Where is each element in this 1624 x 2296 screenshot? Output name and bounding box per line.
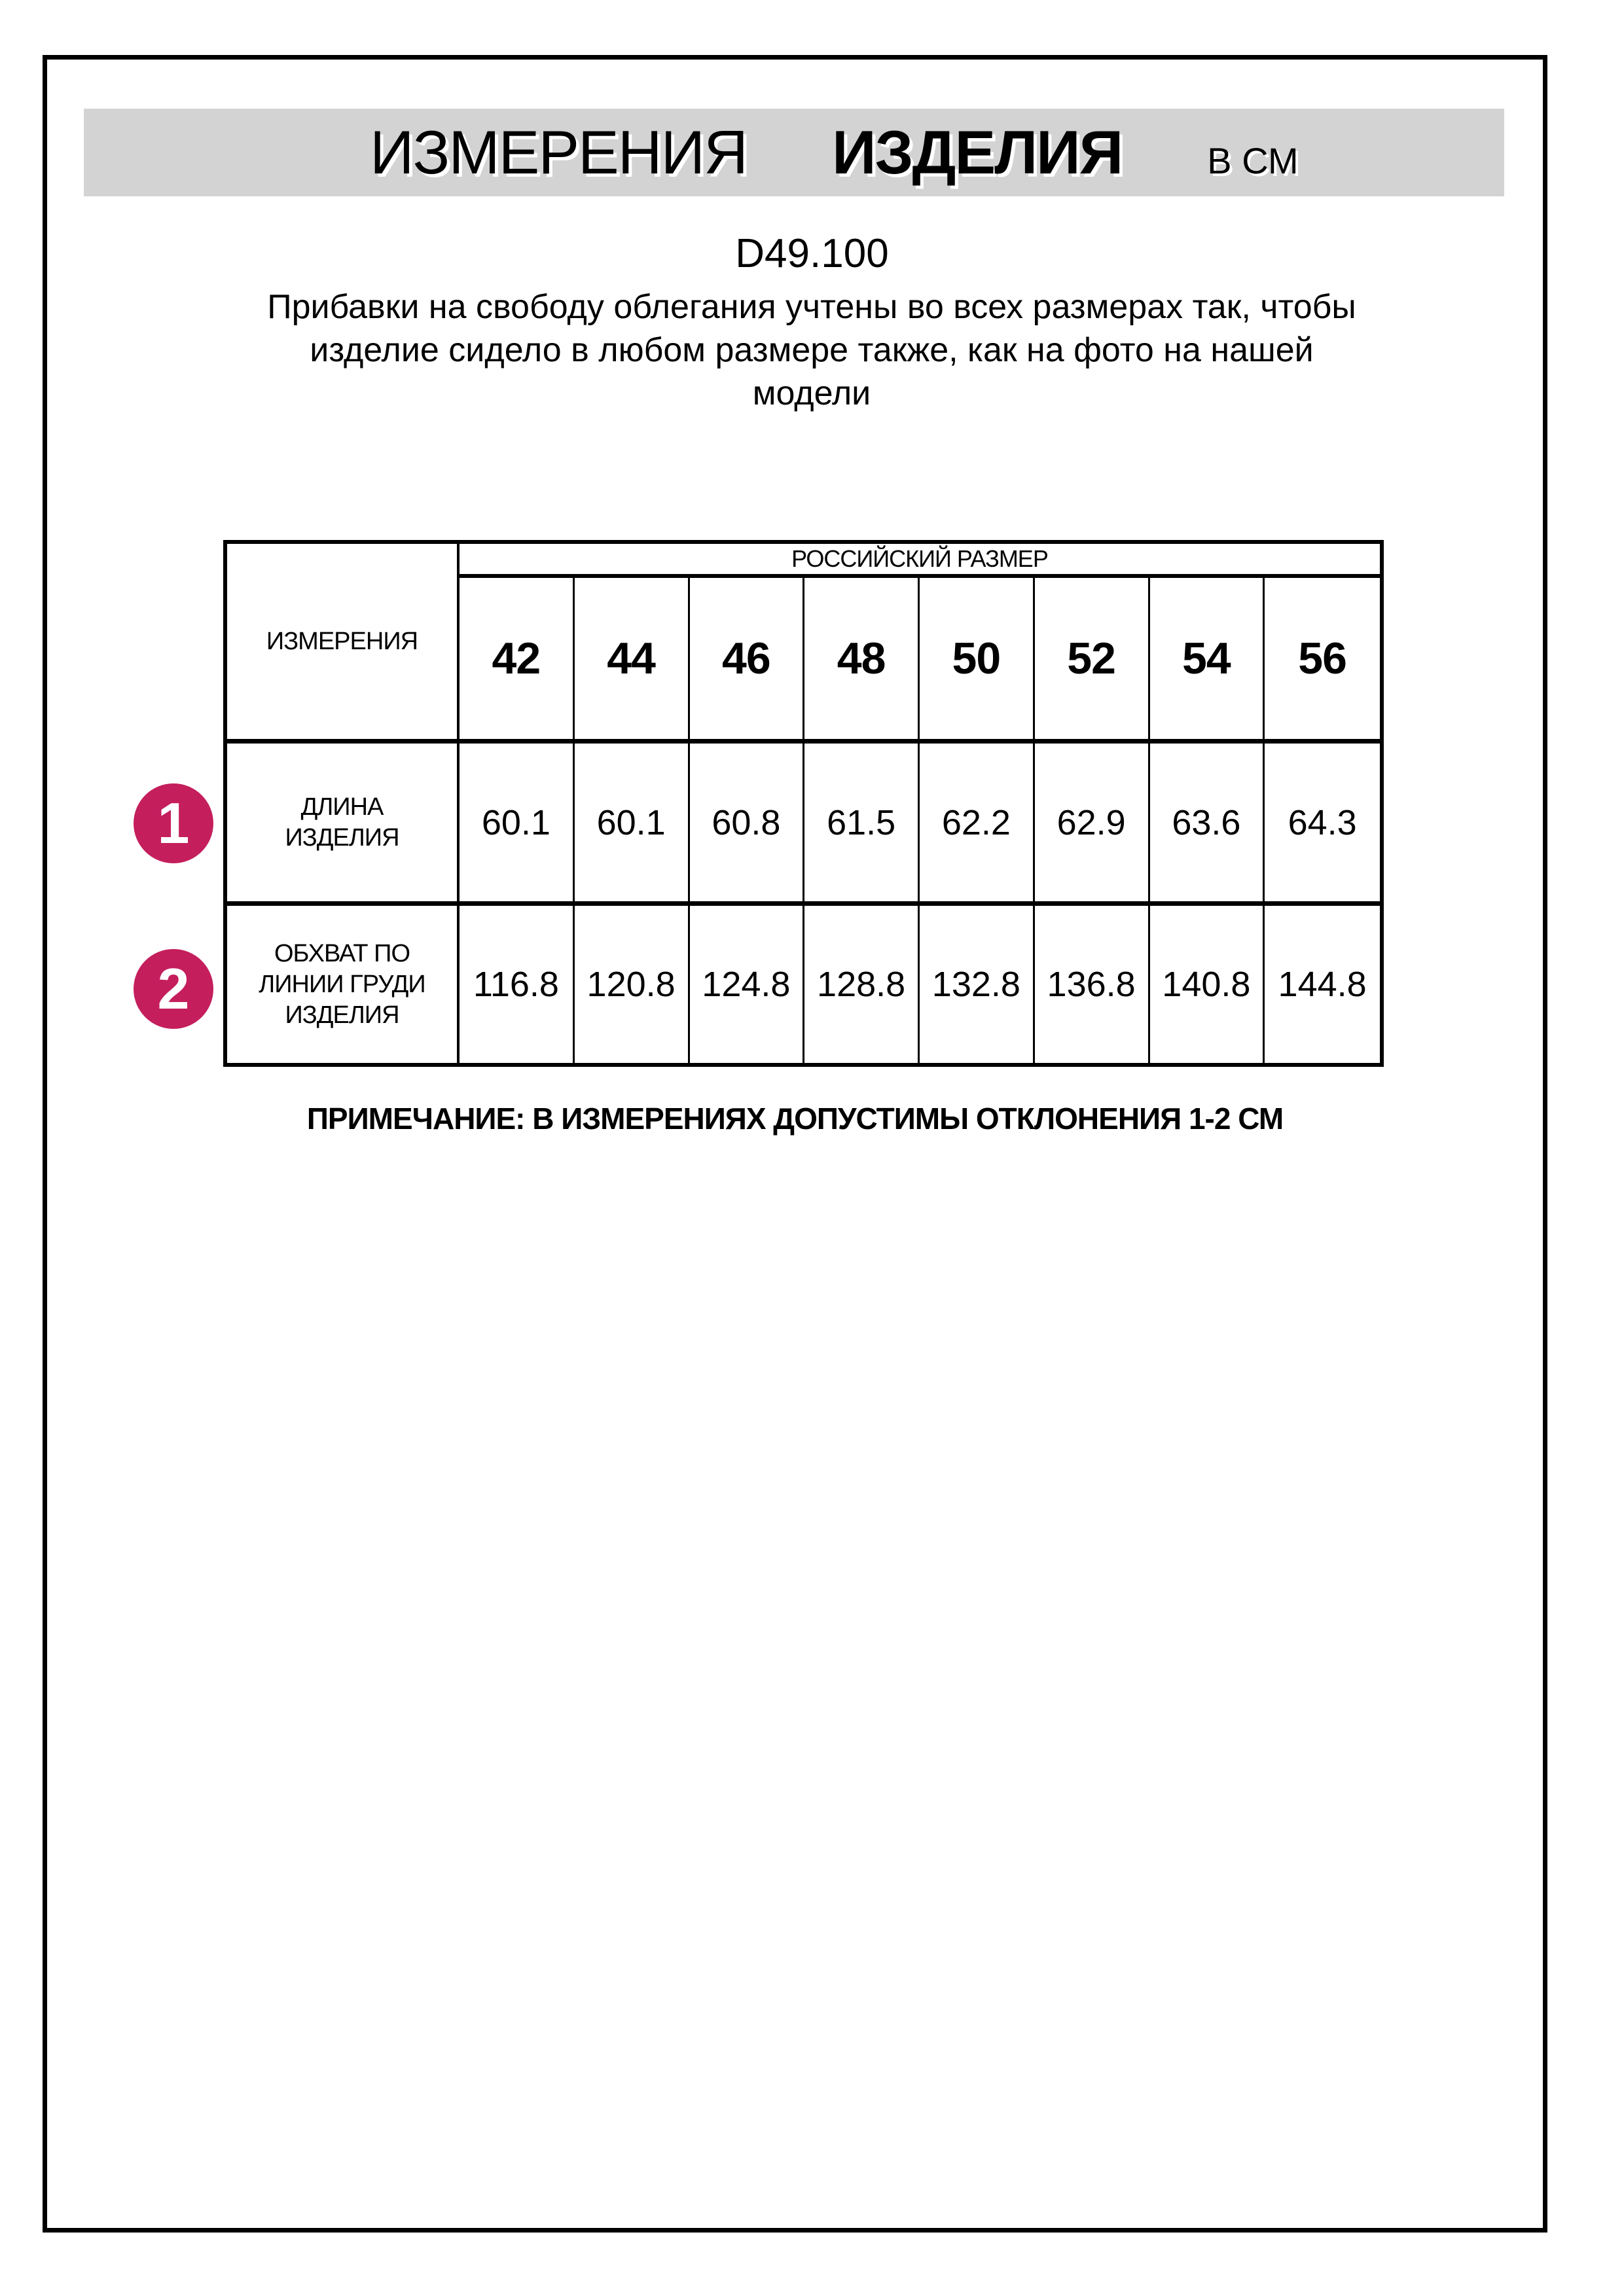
row-marker-1-number: 1 — [157, 791, 190, 855]
fit-description-line: изделие сидело в любом размере также, как на фото на нашей — [310, 331, 1314, 369]
table-value: 60.1 — [575, 744, 690, 906]
table-value: 132.8 — [920, 906, 1035, 1063]
size-header: 52 — [1035, 578, 1150, 744]
size-header: 56 — [1265, 578, 1380, 744]
table-value: 60.8 — [690, 744, 805, 906]
size-header: 46 — [690, 578, 805, 744]
product-code: D49.100 — [735, 231, 889, 276]
row-label-line: ИЗДЕЛИЯ — [285, 823, 399, 852]
table-value: 124.8 — [690, 906, 805, 1063]
tolerance-note: ПРИМЕЧАНИЕ: В ИЗМЕРЕНИЯХ ДОПУСТИМЫ ОТКЛОНЕНИЯ 1-2 СМ — [306, 1102, 1284, 1136]
fit-description-line: модели — [752, 374, 871, 412]
size-header: 44 — [575, 578, 690, 744]
row-label-line: ДЛИНА — [300, 793, 384, 821]
row-label-chest-girth — [227, 906, 460, 1063]
column-header-measurements: ИЗМЕРЕНИЯ — [227, 544, 460, 744]
size-header: 42 — [460, 578, 575, 744]
row-label-line: ОБХВАТ ПО — [274, 939, 410, 967]
size-header: 54 — [1150, 578, 1265, 744]
table-value: 144.8 — [1278, 965, 1367, 1004]
row-label-garment-length — [227, 744, 460, 906]
row-marker-2-number: 2 — [157, 956, 190, 1021]
table-value: 116.8 — [460, 906, 575, 1063]
table-value: 62.2 — [920, 744, 1035, 906]
table-value: 140.8 — [1150, 906, 1265, 1063]
title-word-measurements: ИЗМЕРЕНИЯ — [370, 118, 748, 187]
size-header: 48 — [804, 578, 920, 744]
title-banner — [84, 109, 1504, 196]
row-marker-1 — [134, 783, 213, 863]
page-title — [370, 109, 1299, 196]
table-value: 60.1 — [460, 744, 575, 906]
table-value: 61.5 — [804, 744, 920, 906]
row-label-line: ИЗДЕЛИЯ — [285, 1001, 399, 1029]
table-value: 120.8 — [575, 906, 690, 1063]
table-value: 62.9 — [1035, 744, 1150, 906]
row-marker-2 — [134, 949, 213, 1029]
title-unit-label: В СМ — [1207, 140, 1299, 181]
column-group-header-russian-size: РОССИЙСКИЙ РАЗМЕР — [460, 544, 1380, 578]
title-word-product: ИЗДЕЛИЯ — [832, 118, 1123, 187]
size-header: 50 — [920, 578, 1035, 744]
table-value: 136.8 — [1035, 906, 1150, 1063]
fit-description — [92, 285, 1532, 415]
row-label-line: ЛИНИИ ГРУДИ — [259, 970, 425, 998]
table-value: 128.8 — [804, 906, 920, 1063]
measurements-table — [223, 540, 1384, 1067]
table-value: 64.3 — [1265, 744, 1380, 906]
table-value: 63.6 — [1150, 744, 1265, 906]
fit-description-line: Прибавки на свободу облегания учтены во всех размерах так, чтобы — [267, 288, 1356, 326]
